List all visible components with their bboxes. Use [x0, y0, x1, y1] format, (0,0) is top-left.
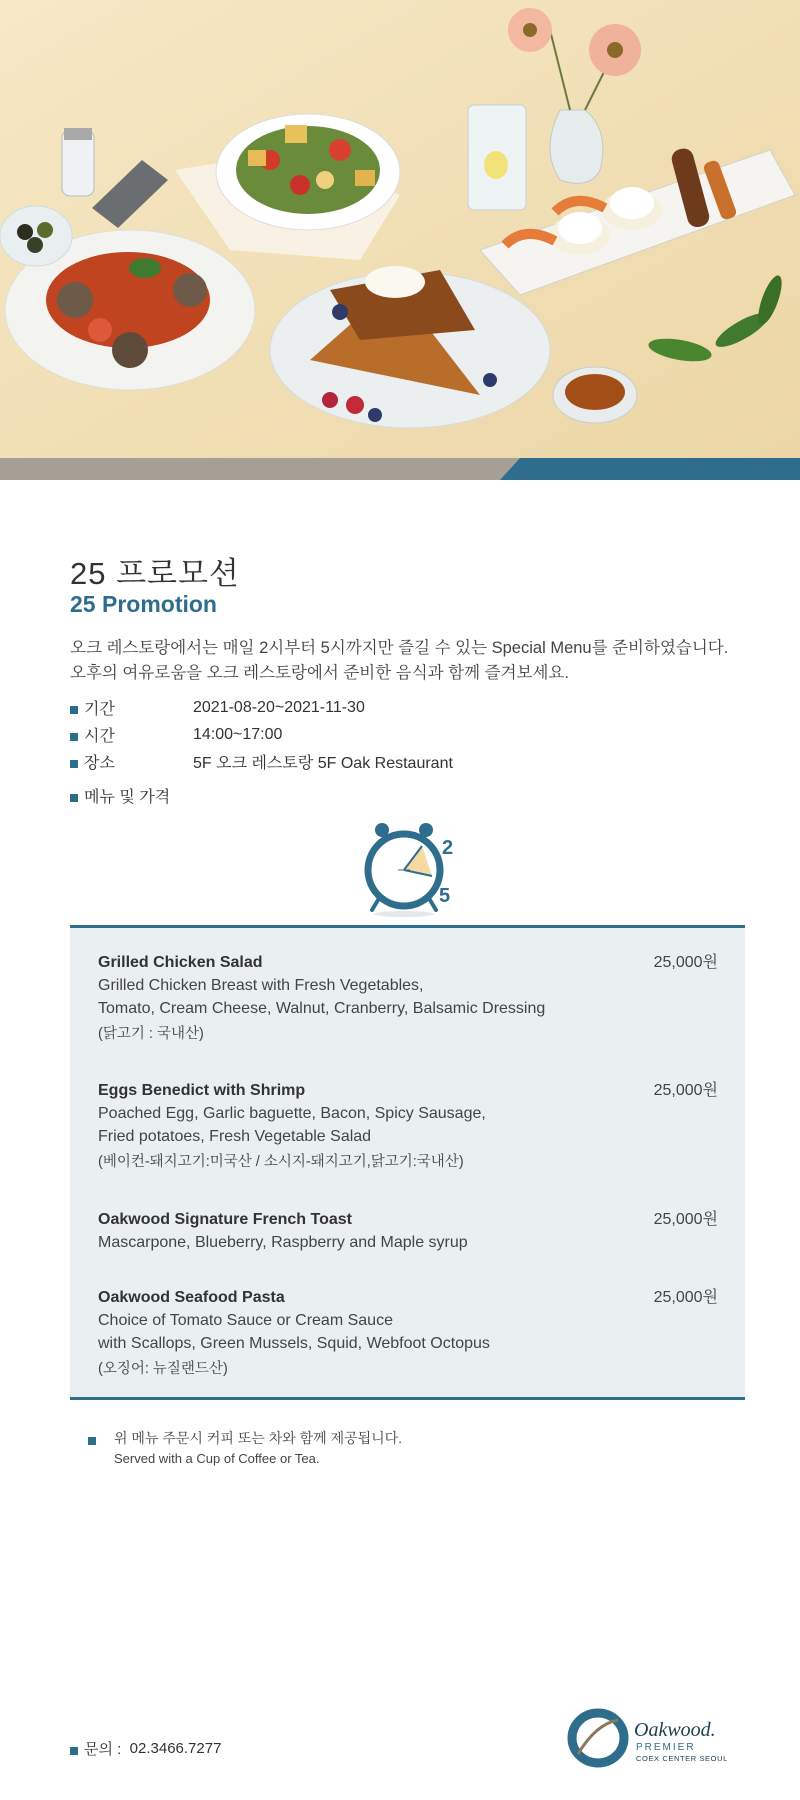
hero-food-photo — [0, 0, 800, 480]
info-row-time — [70, 721, 730, 748]
menu-item-desc: Grilled Chicken Breast with Fresh Vegetables, — [98, 977, 424, 994]
menu-item-price: 25,000원 — [653, 954, 718, 971]
info-value: 5F 오크 레스토랑 5F Oak Restaurant — [193, 755, 453, 772]
menu-item-origin: (오징어: 뉴질랜드산) — [98, 1361, 228, 1377]
menu-item-name: Oakwood Signature French Toast — [98, 1211, 352, 1228]
square-bullet-icon — [70, 733, 78, 741]
square-bullet-icon — [70, 794, 78, 802]
menu-item — [98, 1208, 718, 1254]
contact-label: 문의 : — [84, 1741, 122, 1758]
square-bullet-icon — [70, 1747, 78, 1755]
info-label: 기간 — [84, 701, 115, 718]
info-row-period — [70, 694, 730, 721]
menu-item-price: 25,000원 — [653, 1082, 718, 1099]
menu-item-desc: Choice of Tomato Sauce or Cream Sauce — [98, 1312, 393, 1329]
alarm-clock-icon — [352, 818, 452, 918]
info-label: 시간 — [84, 728, 115, 745]
menu-item — [98, 951, 718, 1046]
menu-item-origin: (닭고기 : 국내산) — [98, 1026, 204, 1042]
menu-item-origin: (베이컨-돼지고기:미국산 / 소시지-돼지고기,닭고기:국내산) — [98, 1154, 464, 1170]
service-note — [88, 1428, 402, 1469]
menu-item-desc: Fried potatoes, Fresh Vegetable Salad — [98, 1128, 372, 1145]
info-label: 장소 — [84, 755, 115, 772]
logo-name: Oakwood. — [634, 1719, 716, 1741]
page-subtitle: 25 Promotion — [70, 591, 217, 617]
menu-item-desc: Poached Egg, Garlic baguette, Bacon, Spicy Sausage, — [98, 1105, 486, 1122]
menu-list — [70, 925, 745, 1400]
contact-info — [70, 1738, 221, 1759]
clock-number-top: 2 — [442, 837, 454, 859]
square-bullet-icon — [70, 760, 78, 768]
note-en: Served with a Cup of Coffee or Tea. — [114, 1451, 320, 1466]
menu-item-price: 25,000원 — [653, 1289, 718, 1306]
menu-item — [98, 1286, 718, 1381]
menu-item — [98, 1079, 718, 1174]
menu-item-desc: with Scallops, Green Mussels, Squid, Webfoot Octopus — [98, 1335, 490, 1352]
square-bullet-icon — [88, 1437, 96, 1445]
intro-text — [70, 636, 760, 686]
contact-phone[interactable]: 02.3466.7277 — [129, 1740, 222, 1757]
info-value: 14:00~17:00 — [193, 725, 283, 743]
menu-label-text: 메뉴 및 가격 — [84, 789, 171, 806]
menu-item-name: Eggs Benedict with Shrimp — [98, 1082, 306, 1099]
menu-item-name: Oakwood Seafood Pasta — [98, 1289, 285, 1306]
menu-item-desc: Tomato, Cream Cheese, Walnut, Cranberry, Balsamic Dressing — [98, 1000, 546, 1017]
info-row-place — [70, 748, 730, 775]
logo-location: COEX CENTER SEOUL — [636, 1754, 728, 1763]
intro-line: 오크 레스토랑에서는 매일 2시부터 5시까지만 즐길 수 있는 Special Menu를 준비하였습니다. — [70, 639, 729, 657]
menu-item-name: Grilled Chicken Salad — [98, 954, 263, 971]
menu-item-desc: Mascarpone, Blueberry, Raspberry and Maple syrup — [98, 1234, 468, 1251]
page-title: 25 프로모션 — [70, 556, 240, 591]
clock-number-bottom: 5 — [439, 885, 451, 907]
oakwood-logo — [568, 1710, 748, 1766]
intro-line: 오후의 여유로움을 오크 레스토랑에서 준비한 음식과 함께 즐겨보세요. — [70, 664, 569, 682]
promo-info-list — [70, 694, 730, 775]
menu-item-price: 25,000원 — [653, 1211, 718, 1228]
info-value: 2021-08-20~2021-11-30 — [193, 698, 365, 716]
logo-premier: PREMIER — [636, 1742, 696, 1753]
square-bullet-icon — [70, 706, 78, 714]
note-ko: 위 메뉴 주문시 커피 또는 차와 함께 제공됩니다. — [114, 1430, 403, 1446]
menu-section-label — [70, 784, 170, 807]
